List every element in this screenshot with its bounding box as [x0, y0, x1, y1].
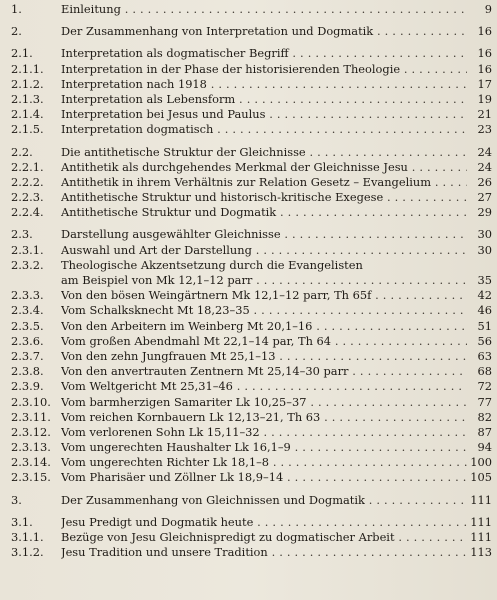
section-title: Die antithetische Struktur der Gleichnisse . . . [61, 145, 467, 160]
section-title: Interpretation bei Jesus und Paulus . . . [61, 107, 467, 122]
page-number: 51 [477, 318, 492, 333]
section-number: 2.3.15. [11, 470, 51, 485]
section-number: 2.1.3. [11, 91, 44, 106]
section-number: 2.3.2. [11, 257, 44, 272]
section-title: Vom Pharisäer und Zöllner Lk 18,9–14 . . . [61, 470, 467, 485]
section-title: Darstellung ausgewählter Gleichnisse . . . [61, 227, 467, 242]
toc-entry[interactable] [0, 190, 497, 205]
section-title: Von den bösen Weingärtnern Mk 12,1–12 parr, Th 65f . . . [61, 288, 467, 303]
toc-entry[interactable] [0, 319, 497, 334]
section-number: 2.2.4. [11, 205, 44, 220]
page-number: 63 [477, 348, 492, 363]
section-spacer [0, 39, 497, 46]
page-number: 56 [477, 333, 492, 348]
section-title: am Beispiel von Mk 12,1–12 parr . . . [61, 273, 467, 288]
section-number: 2.3.6. [11, 333, 44, 348]
section-number: 2.3.9. [11, 379, 44, 394]
section-title: Antithetische Struktur und Dogmatik . . . [61, 205, 467, 220]
section-number: 2.3.5. [11, 318, 44, 333]
section-title: Interpretation als Lebensform . . . [61, 92, 467, 107]
section-number: 2.2. [11, 144, 33, 159]
toc-entry[interactable] [0, 92, 497, 107]
toc-entry[interactable] [0, 62, 497, 77]
section-number: 3.1.2. [11, 545, 44, 560]
page-number: 42 [477, 288, 492, 303]
page-number: 46 [477, 303, 492, 318]
section-number: 2.1.4. [11, 107, 44, 122]
page-number: 9 [484, 2, 492, 16]
section-title: Antithetik als durchgehendes Merkmal der Gleichnisse Jesu . . . [61, 160, 467, 175]
page-number: 87 [477, 424, 492, 439]
page-number: 30 [477, 242, 492, 257]
section-title: Vom Weltgericht Mt 25,31–46 . . . [61, 379, 467, 394]
section-title: Vom Schalksknecht Mt 18,23–35 . . . [61, 303, 467, 318]
page-number: 19 [477, 91, 492, 106]
section-number: 2.2.1. [11, 159, 44, 174]
section-number: 2.3.1. [11, 242, 44, 257]
section-title: Vom großen Abendmahl Mt 22,1–14 par, Th 64 . . . [61, 334, 467, 349]
section-number: 2.3.12. [11, 424, 51, 439]
toc-entry[interactable] [0, 493, 497, 508]
section-title: Der Zusammenhang von Interpretation und Dogmatik . . . [61, 24, 467, 39]
section-number: 2.3.14. [11, 455, 51, 470]
section-title: Bezüge von Jesu Gleichnispredigt zu dogmatischer Arbeit . . . [61, 530, 467, 545]
toc-entry[interactable] [0, 227, 497, 242]
page-number: 26 [477, 174, 492, 189]
section-number: 2.3. [11, 227, 33, 242]
toc-entry[interactable] [0, 160, 497, 175]
toc-entry[interactable] [0, 288, 497, 303]
section-title: Interpretation in der Phase der historisierenden Theologie . . . [61, 62, 467, 77]
section-spacer [0, 220, 497, 227]
section-number: 3.1. [11, 514, 33, 529]
page-number: 77 [477, 394, 492, 409]
section-title: Von den Arbeitern im Weinberg Mt 20,1–16 . . . [61, 319, 467, 334]
page-number: 111 [470, 492, 492, 507]
section-number: 2.3.7. [11, 348, 44, 363]
section-number: 2.2.2. [11, 174, 44, 189]
toc-entry[interactable] [0, 107, 497, 122]
section-title: Von den zehn Jungfrauen Mt 25,1–13 . . . [61, 349, 467, 364]
toc-entry[interactable] [0, 545, 497, 560]
section-title: Vom ungerechten Haushalter Lk 16,1–9 . . . [61, 440, 467, 455]
section-number: 2. [11, 24, 22, 39]
page-number: 24 [477, 144, 492, 159]
section-title: Einleitung . . . [61, 2, 467, 17]
section-number: 3.1.1. [11, 530, 44, 544]
page-number: 23 [477, 122, 492, 137]
section-title: Antithetik in ihrem Verhältnis zur Relation Gesetz – Evangelium . . . [61, 175, 467, 190]
page-number: 35 [477, 273, 492, 287]
page-number: 17 [477, 76, 492, 91]
section-title: Theologische Akzentsetzung durch die Evangelisten [61, 257, 363, 272]
section-title: Interpretation dogmatisch . . . [61, 122, 467, 137]
toc-entry[interactable] [0, 334, 497, 349]
section-title: Interpretation als dogmatischer Begriff . . . [61, 46, 467, 61]
section-title: Von den anvertrauten Zentnern Mt 25,14–30 parr . . . [61, 364, 467, 379]
toc-entry[interactable] [0, 46, 497, 61]
page-number: 82 [477, 409, 492, 424]
toc-entry[interactable] [0, 24, 497, 39]
page-number: 24 [477, 159, 492, 174]
page-number: 16 [477, 46, 492, 61]
section-number: 3. [11, 492, 22, 507]
section-number: 2.1.2. [11, 76, 44, 91]
section-spacer [0, 508, 497, 515]
toc-entry[interactable] [0, 530, 497, 545]
page-number: 72 [477, 379, 492, 394]
section-title: Jesu Tradition und unsere Tradition . . . [61, 545, 467, 560]
toc-entry[interactable] [0, 77, 497, 92]
section-title: Vom verlorenen Sohn Lk 15,11–32 . . . [61, 425, 467, 440]
toc-entry[interactable] [0, 303, 497, 318]
toc-entry[interactable] [0, 425, 497, 440]
section-title: Interpretation nach 1918 . . . [61, 77, 467, 92]
section-number: 1. [11, 2, 22, 16]
page-number: 94 [477, 440, 492, 455]
page-number: 105 [470, 470, 492, 485]
section-number: 2.2.3. [11, 190, 44, 205]
toc-entry[interactable] [0, 470, 497, 485]
section-number: 2.3.13. [11, 440, 51, 455]
toc-entry[interactable] [0, 364, 497, 379]
toc-entry[interactable] [0, 440, 497, 455]
toc-entry[interactable] [0, 410, 497, 425]
page-number: 113 [470, 545, 492, 560]
section-spacer [0, 138, 497, 145]
page-number: 111 [470, 514, 492, 529]
toc-entry[interactable] [0, 145, 497, 160]
page-number: 111 [470, 530, 492, 544]
page-number: 29 [477, 205, 492, 220]
section-number: 2.3.4. [11, 303, 44, 318]
page-number: 68 [477, 364, 492, 379]
section-title: Vom ungerechten Richter Lk 18,1–8 . . . [61, 455, 467, 470]
section-number: 2.3.10. [11, 394, 51, 409]
section-title: Auswahl und Art der Darstellung . . . [61, 243, 467, 258]
page-number: 16 [477, 61, 492, 76]
toc-entry[interactable] [0, 2, 497, 17]
page-number: 21 [477, 107, 492, 122]
toc-entry[interactable] [0, 395, 497, 410]
page-number: 30 [477, 227, 492, 242]
toc-entry[interactable] [0, 349, 497, 364]
toc-entry[interactable] [0, 455, 497, 470]
toc-entry[interactable] [0, 175, 497, 190]
section-spacer [0, 17, 497, 24]
page-number: 100 [470, 455, 492, 470]
section-number: 2.1. [11, 46, 33, 61]
section-spacer [0, 486, 497, 493]
page-number: 16 [477, 24, 492, 39]
table-of-contents [0, 2, 497, 560]
toc-entry[interactable] [0, 205, 497, 220]
section-title: Vom barmherzigen Samariter Lk 10,25–37 . . . [61, 395, 467, 410]
section-number: 2.3.11. [11, 409, 51, 424]
toc-entry[interactable] [0, 258, 497, 273]
page-number: 27 [477, 190, 492, 205]
toc-entry[interactable] [0, 243, 497, 258]
toc-entry[interactable] [0, 122, 497, 137]
section-title: Jesu Predigt und Dogmatik heute . . . [61, 515, 467, 530]
toc-entry[interactable] [0, 515, 497, 530]
toc-entry[interactable] [0, 273, 497, 288]
section-number: 2.3.8. [11, 364, 44, 379]
section-title: Der Zusammenhang von Gleichnissen und Dogmatik . . . [61, 493, 467, 508]
section-title: Antithetische Struktur und historisch-kritische Exegese . . . [61, 190, 467, 205]
section-number: 2.1.5. [11, 122, 44, 137]
section-number: 2.1.1. [11, 61, 44, 76]
section-number: 2.3.3. [11, 288, 44, 303]
section-title: Vom reichen Kornbauern Lk 12,13–21, Th 63 . . . [61, 410, 467, 425]
toc-entry[interactable] [0, 379, 497, 394]
